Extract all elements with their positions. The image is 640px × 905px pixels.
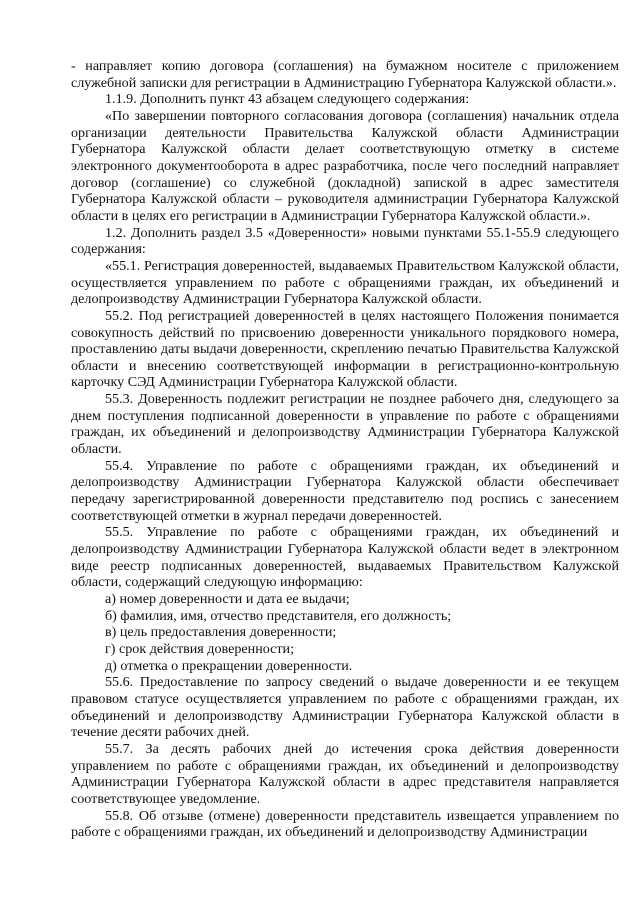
paragraph: 55.3. Доверенность подлежит регистрации не позднее рабочего дня, следующего за днем поступления подписанной доверенности в управление по работе с обращениями граждан, их объединений и делопроизводству Администрации Губернатора Калужской области. [71,391,619,458]
list-item: г) срок действия доверенности; [105,640,295,657]
paragraph: 1.1.9. Дополнить пункт 43 абзацем следующего содержания: [105,91,470,108]
paragraph: 55.5. Управление по работе с обращениями граждан, их объединений и делопроизводству Администрации Губернатора Калужской области ведет в электронном виде реестр подписанных доверенностей, выдаваемых Правительством Калужской области, содержащий следующую информацию: [71,524,619,591]
paragraph: 55.8. Об отзыве (отмене) доверенности представитель извещается управлением по работе с обращениями граждан, их объединений и делопроизводству Администрации [71,807,619,841]
list-item: д) отметка о прекращении доверенности. [105,657,353,674]
paragraph: «По завершении повторного согласования договора (соглашения) начальник отдела организации деятельности Правительства Калужской области Администрации Губернатора Калужской области делает соответствующую отметку в системе электронного документооборота в адрес разработчика, после чего последний направляет договор (соглашение) со служебной (докладной) запиской в адрес заместителя Губернатора Калужской области – руководителя администрации Губернатора Калужской области в целях его регистрации в Администрации Губернатора Калужской области.». [71,107,619,224]
document-page [71,58,619,841]
paragraph: 1.2. Дополнить раздел 3.5 «Доверенности» новыми пунктами 55.1-55.9 следующего содержания: [71,224,619,258]
list-item: а) номер доверенности и дата ее выдачи; [105,591,350,607]
list-item: в) цель предоставления доверенности; [105,624,337,641]
paragraph: 55.4. Управление по работе с обращениями граждан, их объединений и делопроизводству Администрации Губернатора Калужской области обеспечивает передачу зарегистрированной доверенности представителю под роспись с занесением соответствующей отметки в журнал передачи доверенностей. [71,457,619,524]
paragraph: «55.1. Регистрация доверенностей, выдаваемых Правительством Калужской области, осуществляется управлением по работе с обращениями граждан, их объединений и делопроизводству Администрации Губернатора Калужской области. [71,257,619,308]
list-item: б) фамилия, имя, отчество представителя, его должность; [105,607,452,624]
paragraph: 55.2. Под регистрацией доверенностей в целях настоящего Положения понимается совокупность действий по присвоению доверенности уникального порядкового номера, проставлению даты выдачи доверенности, скреплению печатью Правительства Калужской области и внесению соответствующей информации в регистрационно-контрольную карточку СЭД Администрации Губернатора Калужской области. [71,307,619,391]
paragraph: 55.7. За десять рабочих дней до истечения срока действия доверенности управлением по работе с обращениями граждан, их объединений и делопроизводству Администрации Губернатора Калужской области в адрес представителя направляется соответствующее уведомление. [71,740,619,807]
paragraph: 55.6. Предоставление по запросу сведений о выдаче доверенности и ее текущем правовом статусе осуществляется управлением по работе с обращениями граждан, их объединений и делопроизводству Администрации Губернатора Калужской области в течение десяти рабочих дней. [71,674,619,741]
paragraph: - направляет копию договора (соглашения) на бумажном носителе с приложением служебной записки для регистрации в Администрацию Губернатора Калужской области.». [71,58,619,91]
